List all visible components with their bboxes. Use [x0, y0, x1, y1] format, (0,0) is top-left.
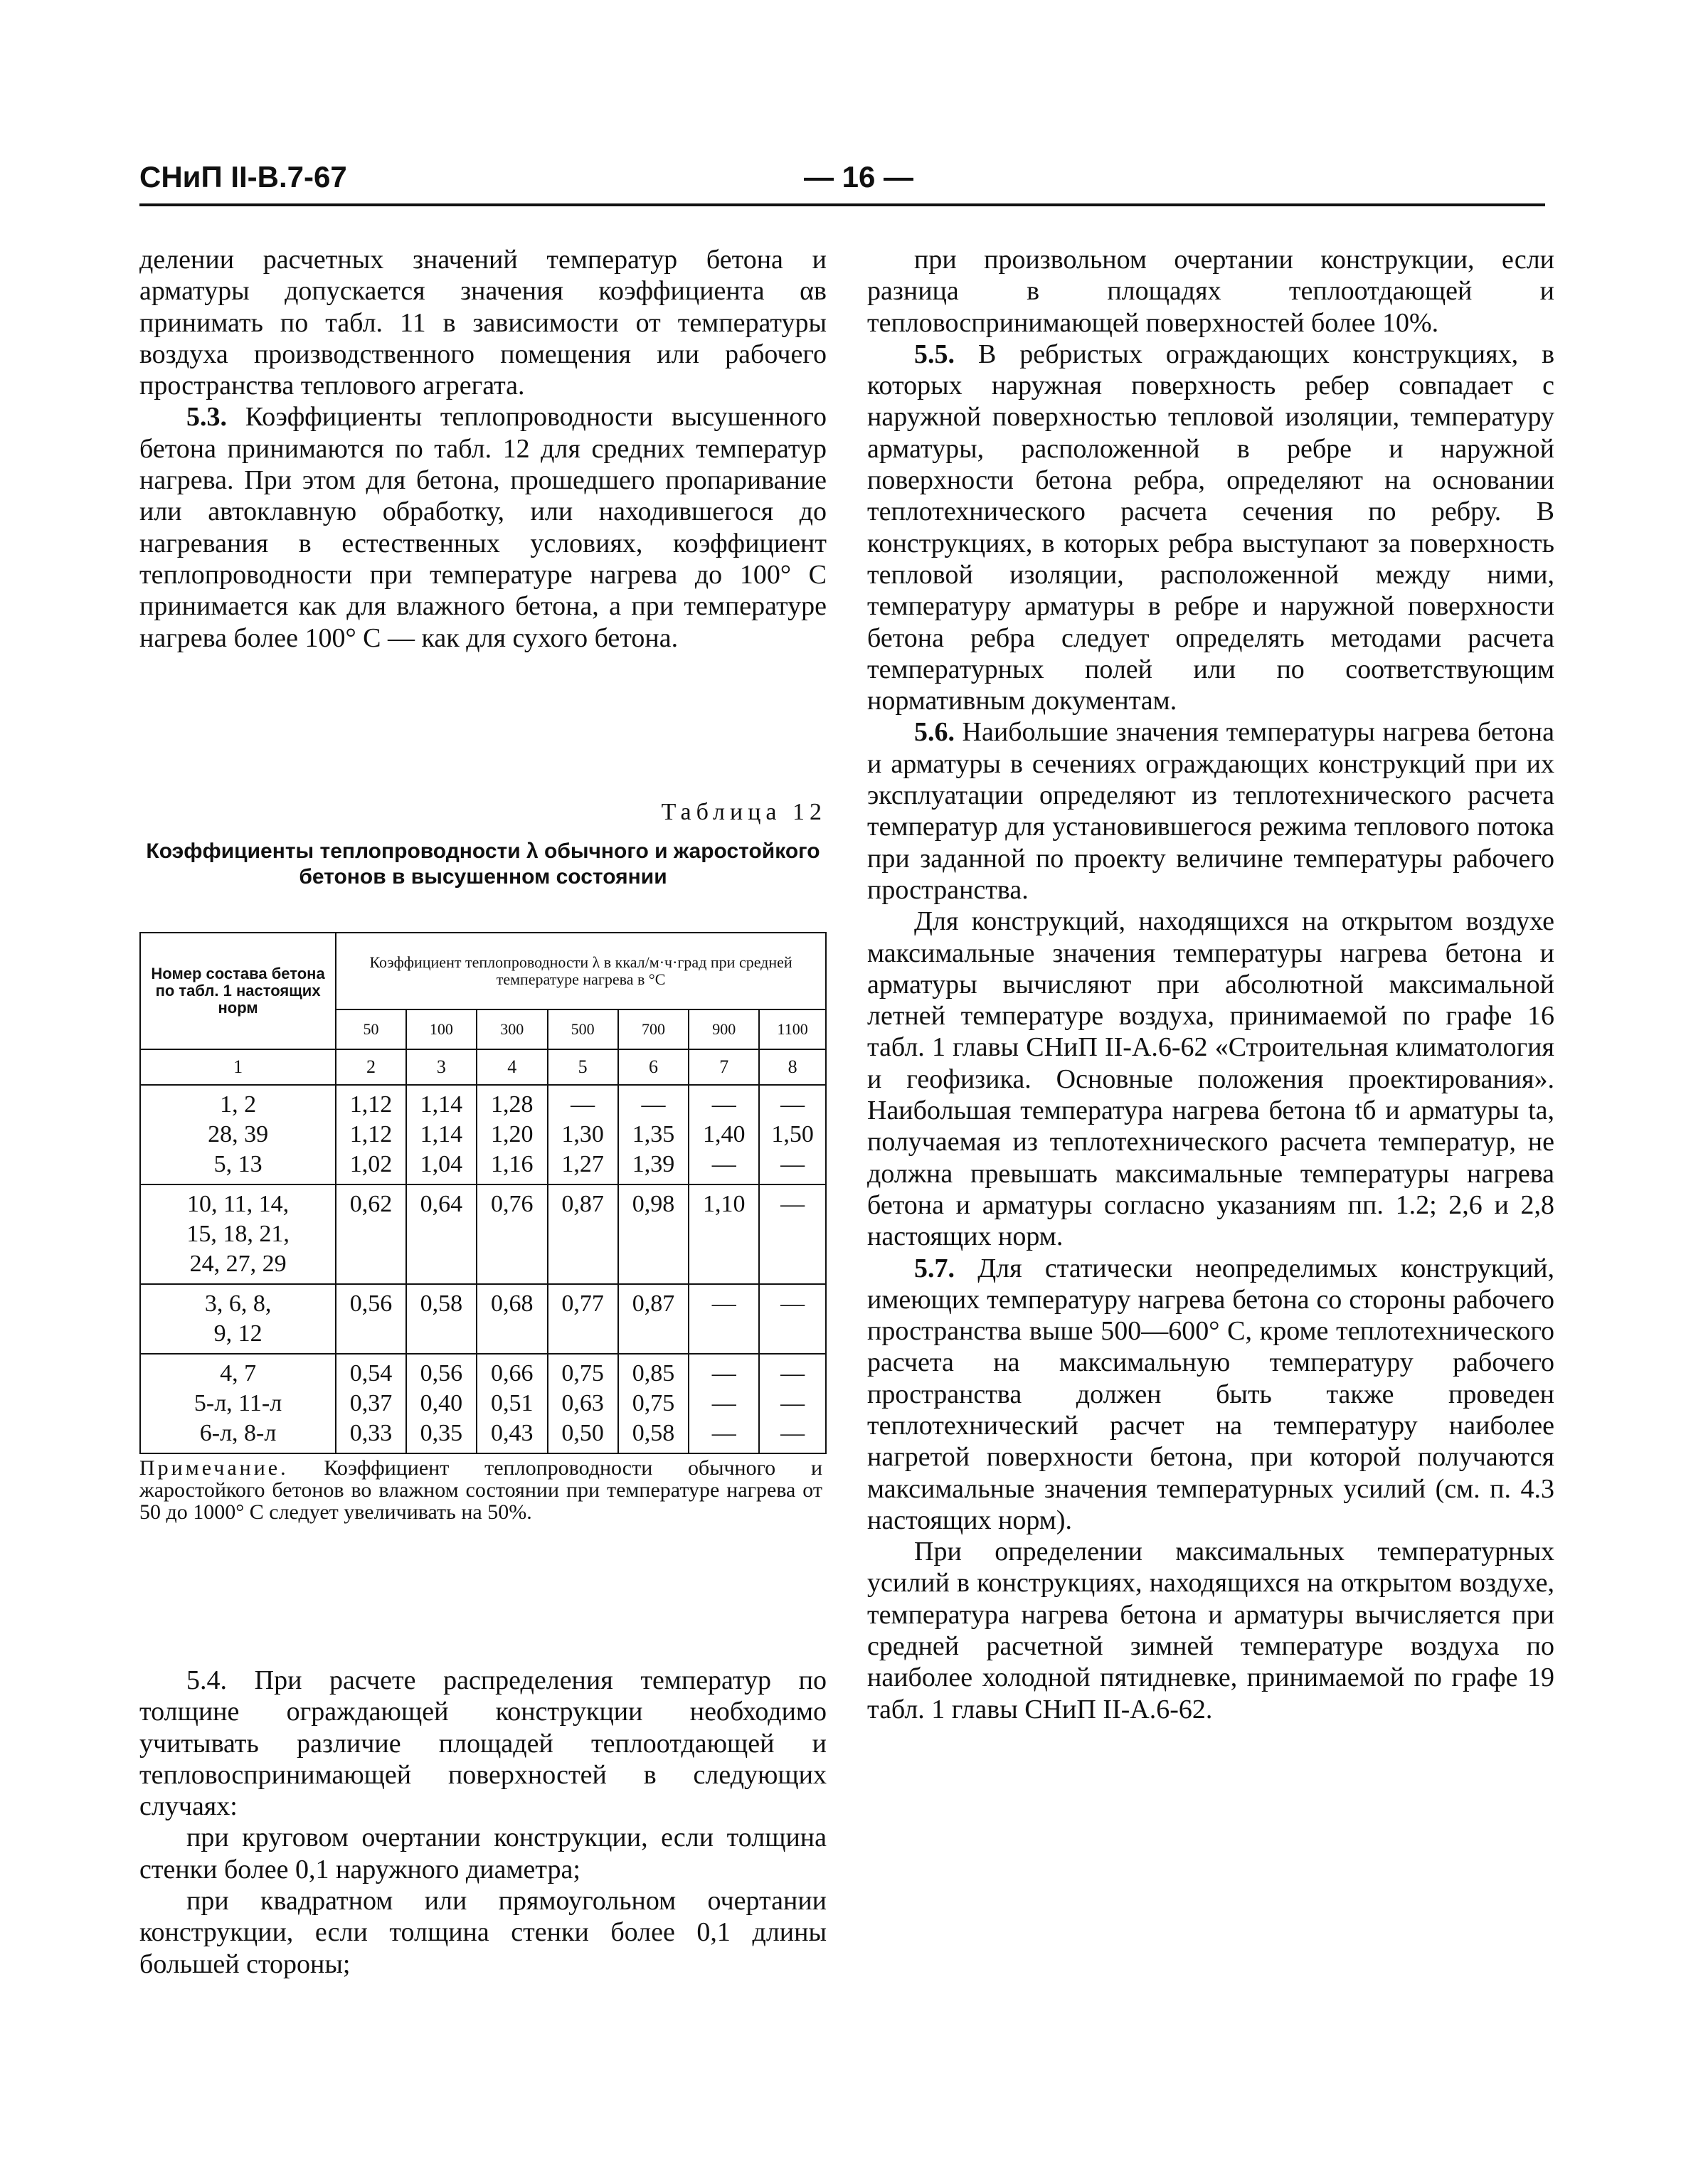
value: 0,76 — [490, 1191, 534, 1217]
value-cell — [548, 1284, 618, 1354]
left-column-bottom — [139, 1665, 827, 1980]
composition-label: 5-л, 11-л — [193, 1390, 282, 1416]
page-header — [139, 160, 1545, 210]
table-row — [140, 1284, 826, 1354]
value: — — [711, 1290, 736, 1317]
value: 0,50 — [561, 1420, 604, 1446]
col-number: 8 — [759, 1049, 826, 1085]
value: 1,40 — [703, 1121, 746, 1147]
value-cell — [548, 1085, 618, 1184]
paragraph-winter: При определении максимальных температурных усилий в конструкциях, находящихся на открытом воздухе, температура нагрева бетона и арматуры вычисляется при средней расчетной зимней температуре воздуха по наиболее холодной пятидневке, принимаемой по графе 19 табл. 1 главы СНиП II-А.6-62. — [867, 1537, 1554, 1724]
col-number: 5 — [548, 1049, 618, 1085]
section-number: 5.7. — [914, 1253, 955, 1283]
value-cell — [618, 1354, 689, 1453]
temp-cell: 500 — [548, 1009, 618, 1049]
paragraph-rectangular: при квадратном или прямоугольном очертании конструкции, если толщина стенки более 0,1 длины большей стороны; — [139, 1886, 827, 1979]
paragraph-5-3 — [139, 401, 827, 653]
value-cell — [336, 1085, 406, 1184]
value: 0,64 — [420, 1191, 463, 1217]
section-number: 5.6. — [914, 717, 955, 748]
paragraph-text: Наибольшие значения температуры нагрева бетона и арматуры в сечениях ограждающих конструкций при их эксплуатации определяют из теплотехнического расчета температур для установившегося режима теплового потока при заданной по проекту величине температуры рабочего пространства. — [867, 717, 1554, 905]
value-cell — [548, 1354, 618, 1453]
col-number: 3 — [406, 1049, 477, 1085]
col-header-composition: Номер состава бетона по табл. 1 настоящих норм — [140, 933, 336, 1049]
value-cell — [759, 1354, 826, 1453]
value: 0,43 — [490, 1420, 534, 1446]
composition-cell — [140, 1184, 336, 1284]
value: 0,77 — [561, 1290, 604, 1317]
table-caption — [139, 799, 827, 914]
composition-cell — [140, 1085, 336, 1184]
composition-label: 5, 13 — [213, 1151, 263, 1177]
value: — — [571, 1091, 595, 1118]
value: 0,51 — [490, 1390, 534, 1416]
col-number: 4 — [477, 1049, 548, 1085]
value: — — [711, 1091, 736, 1118]
value: 1,10 — [703, 1191, 746, 1217]
table-number: Таблица 12 — [661, 799, 827, 825]
value: 0,58 — [632, 1420, 675, 1446]
value: 0,35 — [420, 1420, 463, 1446]
table-row — [140, 1354, 826, 1453]
value-cell — [618, 1085, 689, 1184]
value: 1,39 — [632, 1151, 675, 1177]
value-cell — [759, 1284, 826, 1354]
value-cell — [689, 1184, 759, 1284]
note-text: Коэффициент теплопроводности обычного и жаростойкого бетонов во влажном состоянии при температуре нагрева от 50 до 1000° С следует увеличивать на 50%. — [139, 1456, 823, 1524]
value-cell — [477, 1354, 548, 1453]
value: 0,66 — [490, 1360, 534, 1387]
paragraph-open-air: Для конструкций, находящихся на открытом воздухе максимальные значения температуры нагрева бетона и арматуры вычисляют при абсолютной максимальной летней температуре воздуха, принимаемой по графе 16 табл. 1 главы СНиП II-А.6-62 «Строительная климатология и геофизика. Основные положения проектирования». Наибольшая температура нагрева бетона tб и арматуры tа, получаемая из теплотехнического расчета температур, не должна превышать максимальные температуры нагрева бетона и арматуры согласно указаниям пп. 1.2; 2,6 и 2,8 настоящих норм. — [867, 906, 1554, 1252]
composition-label: 28, 39 — [208, 1121, 269, 1147]
value: 1,16 — [490, 1151, 534, 1177]
value: — — [711, 1390, 736, 1416]
value: — — [641, 1091, 666, 1118]
paragraph-5-7 — [867, 1253, 1554, 1537]
composition-label: 24, 27, 29 — [189, 1251, 287, 1277]
value-cell — [336, 1284, 406, 1354]
value: 0,56 — [420, 1360, 463, 1387]
value: 1,14 — [420, 1121, 463, 1147]
value: — — [780, 1191, 805, 1217]
paragraph-text: Для статически неопределимых конструкций, имеющих температуру нагрева бетона со стороны рабочего пространства выше 500—600° С, кроме теплотехнического расчета на максимальную температуру рабочего пространства должен быть также проведен теплотехнический расчет на температуру наиболее нагретой поверхности бетона, при которой получаются максимальные значения температурных усилий (см. п. 4.3 настоящих норм). — [867, 1253, 1555, 1535]
value: 1,27 — [561, 1151, 604, 1177]
value: 0,87 — [632, 1290, 675, 1317]
coefficients-table — [139, 932, 827, 1454]
value: — — [780, 1360, 805, 1387]
composition-label: 4, 7 — [220, 1360, 257, 1387]
value: — — [711, 1420, 736, 1446]
section-number: 5.3. — [186, 402, 227, 433]
value: 0,75 — [561, 1360, 604, 1387]
composition-label: 15, 18, 21, — [186, 1221, 290, 1247]
composition-label: 6-л, 8-л — [199, 1420, 277, 1446]
col-number: 1 — [140, 1049, 336, 1085]
value: 1,50 — [771, 1121, 814, 1147]
value: 1,28 — [490, 1091, 534, 1118]
composition-label: 9, 12 — [213, 1320, 263, 1347]
value-cell — [759, 1085, 826, 1184]
temp-cell: 900 — [689, 1009, 759, 1049]
paragraph-5-4 — [139, 1665, 827, 1822]
paragraph-text: При расчете распределения температур по толщине ограждающей конструкции необходимо учитывать различие площадей теплоотдающей и тепловоспринимающей поверхностей в следующих случаях: — [139, 1665, 827, 1822]
value: 1,12 — [349, 1121, 393, 1147]
paragraph-text: Коэффициенты теплопроводности высушенного бетона принимаются по табл. 12 для средних температур нагрева. При этом для бетона, прошедшего пропаривание или автоклавную обработку, или находившегося до нагревания в естественных условиях, коэффициент теплопроводности при температуре нагрева до 100° С принимается как для влажного бетона, а при температуре нагрева более 100° С — как для сухого бетона. — [139, 402, 827, 653]
col-header-coefficient: Коэффициент теплопроводности λ в ккал/м·ч·град при средней температуре нагрева в °С — [336, 933, 826, 1009]
value-cell — [477, 1085, 548, 1184]
paragraph-circular: при круговом очертании конструкции, если толщина стенки более 0,1 наружного диаметра; — [139, 1823, 827, 1885]
section-number: 5.5. — [914, 339, 955, 369]
col-number: 6 — [618, 1049, 689, 1085]
value: 0,87 — [561, 1191, 604, 1217]
value: 0,75 — [632, 1390, 675, 1416]
temp-cell: 1100 — [759, 1009, 826, 1049]
value: 1,35 — [632, 1121, 675, 1147]
table-body — [140, 1085, 826, 1453]
col-number: 2 — [336, 1049, 406, 1085]
value: 0,98 — [632, 1191, 675, 1217]
table-row — [140, 1085, 826, 1184]
composition-label: 10, 11, 14, — [186, 1191, 290, 1217]
value: 0,68 — [490, 1290, 534, 1317]
table-note — [139, 1457, 822, 1523]
value-cell — [406, 1085, 477, 1184]
temp-cell: 100 — [406, 1009, 477, 1049]
value: — — [780, 1091, 805, 1118]
table-row — [140, 1184, 826, 1284]
value: — — [780, 1290, 805, 1317]
composition-label: 3, 6, 8, — [204, 1290, 272, 1317]
value: 0,63 — [561, 1390, 604, 1416]
left-column-top — [139, 244, 827, 654]
value: 0,33 — [349, 1420, 393, 1446]
value-cell — [548, 1184, 618, 1284]
temp-cell: 700 — [618, 1009, 689, 1049]
paragraph-5-5 — [867, 339, 1554, 717]
value-cell — [759, 1184, 826, 1284]
column-number-row — [140, 1049, 826, 1085]
value: 0,37 — [349, 1390, 393, 1416]
paragraph-text: В ребристых ограждающих конструкциях, в которых наружная поверхность ребер совпадает с наружной поверхностью тепловой изоляции, температуру арматуры, расположенной в ребре и наружной поверхности бетона ребра, определяют на основании теплотехнического расчета сечения по ребру. В конструкциях, в которых ребра выступают за поверхность тепловой изоляции, расположенной между ними, температуру арматуры в ребре и наружной поверхности бетона ребра следует определять методами расчета температурных полей или по соответствующим нормативным документам. — [867, 339, 1555, 716]
note-label: Примечание. — [139, 1456, 289, 1480]
temp-cell: 300 — [477, 1009, 548, 1049]
value: 1,12 — [349, 1091, 393, 1118]
value: 1,20 — [490, 1121, 534, 1147]
value: 1,30 — [561, 1121, 604, 1147]
value: 0,62 — [349, 1191, 393, 1217]
table-header-row — [140, 933, 826, 1009]
value: — — [780, 1151, 805, 1177]
value: 0,54 — [349, 1360, 393, 1387]
value-cell — [618, 1284, 689, 1354]
value: 1,14 — [420, 1091, 463, 1118]
composition-cell — [140, 1284, 336, 1354]
composition-label: 1, 2 — [220, 1091, 257, 1118]
value: — — [780, 1420, 805, 1446]
value-cell — [618, 1184, 689, 1284]
value: 0,58 — [420, 1290, 463, 1317]
page-number: — 16 — — [804, 160, 914, 194]
paragraph-continuation: делении расчетных значений температур бетона и арматуры допускается значения коэффициента αв принимать по табл. 11 в зависимости от температуры воздуха производственного помещения или рабочего пространства теплового агрегата. — [139, 245, 827, 401]
header-rule — [139, 203, 1545, 206]
value: 0,40 — [420, 1390, 463, 1416]
composition-cell — [140, 1354, 336, 1453]
table-title: Коэффициенты теплопроводности λ обычного и жаростойкого бетонов в высушенном состоянии — [146, 839, 820, 889]
value-cell — [406, 1284, 477, 1354]
paragraph-5-6 — [867, 716, 1554, 906]
value-cell — [406, 1184, 477, 1284]
value: — — [711, 1360, 736, 1387]
value-cell — [477, 1184, 548, 1284]
value: 1,04 — [420, 1151, 463, 1177]
value: — — [780, 1390, 805, 1416]
value-cell — [689, 1085, 759, 1184]
value: — — [711, 1151, 736, 1177]
paragraph-arbitrary: при произвольном очертании конструкции, если разница в площадях теплоотдающей и тепловоспринимающей поверхностей более 10%. — [867, 245, 1554, 338]
col-number: 7 — [689, 1049, 759, 1085]
value-cell — [689, 1284, 759, 1354]
value-cell — [406, 1354, 477, 1453]
right-column — [867, 244, 1554, 1725]
value-cell — [336, 1354, 406, 1453]
temp-cell: 50 — [336, 1009, 406, 1049]
value: 0,85 — [632, 1360, 675, 1387]
value-cell — [477, 1284, 548, 1354]
section-number: 5.4. — [186, 1665, 227, 1695]
value-cell — [336, 1184, 406, 1284]
document-code: СНиП II-В.7-67 — [139, 160, 347, 194]
value: 0,56 — [349, 1290, 393, 1317]
value: 1,02 — [349, 1151, 393, 1177]
value-cell — [689, 1354, 759, 1453]
